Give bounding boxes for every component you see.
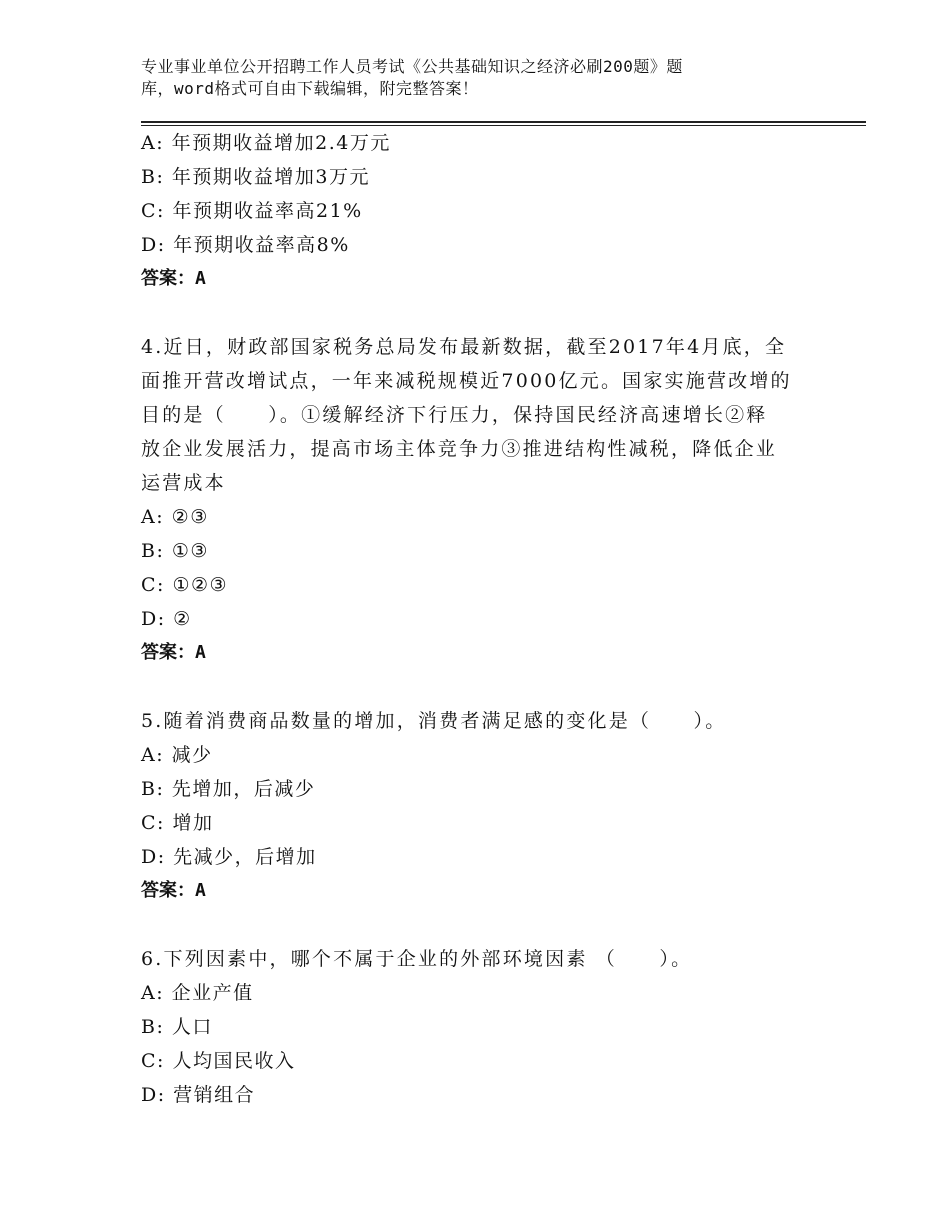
option-c: C: ①②③: [141, 574, 229, 596]
option-c: C: 年预期收益率高21%: [141, 200, 363, 222]
question-6: [141, 942, 831, 1112]
question-stem-line: 运营成本: [141, 472, 226, 494]
option-b: B: 先增加，后减少: [141, 778, 316, 800]
option-c: C: 增加: [141, 812, 214, 834]
option-d: D: 先减少，后增加: [141, 846, 317, 868]
option-d: D: 营销组合: [141, 1084, 256, 1106]
option-a: A: 年预期收益增加2.4万元: [141, 132, 391, 154]
option-d: D: ②: [141, 608, 192, 630]
header-line-2: 库，word格式可自由下载编辑，附完整答案！: [141, 79, 479, 98]
document-body: [141, 126, 831, 1112]
question-stem-line: 4.近日，财政部国家税务总局发布最新数据，截至2017年4月底，全: [141, 336, 787, 358]
option-a: A: 减少: [141, 744, 213, 766]
answer-label: 答案：A: [141, 268, 206, 289]
header-divider-thick: [141, 121, 866, 123]
question-3: [141, 126, 831, 296]
option-b: B: 年预期收益增加3万元: [141, 166, 370, 188]
answer-label: 答案：A: [141, 880, 206, 901]
option-b: B: 人口: [141, 1016, 213, 1038]
question-stem-line: 面推开营改增试点，一年来减税规模近7000亿元。国家实施营改增的: [141, 370, 792, 392]
question-stem-line: 放企业发展活力，提高市场主体竞争力③推进结构性减税，降低企业: [141, 438, 778, 460]
question-5: [141, 704, 831, 908]
option-b: B: ①③: [141, 540, 209, 562]
answer-label: 答案：A: [141, 642, 206, 663]
option-c: C: 人均国民收入: [141, 1050, 296, 1072]
option-d: D: 年预期收益率高8%: [141, 234, 350, 256]
question-stem-line: 5.随着消费商品数量的增加，消费者满足感的变化是（ ）。: [141, 710, 727, 732]
option-a: A: 企业产值: [141, 982, 254, 1004]
document-header: [141, 56, 781, 100]
question-stem-line: 6.下列因素中，哪个不属于企业的外部环境因素 （ ）。: [141, 948, 693, 970]
question-4: [141, 330, 831, 670]
header-line-1: 专业事业单位公开招聘工作人员考试《公共基础知识之经济必刷200题》题: [141, 57, 683, 76]
option-a: A: ②③: [141, 506, 209, 528]
question-stem-line: 目的是（ ）。①缓解经济下行压力，保持国民经济高速增长②释: [141, 404, 768, 426]
